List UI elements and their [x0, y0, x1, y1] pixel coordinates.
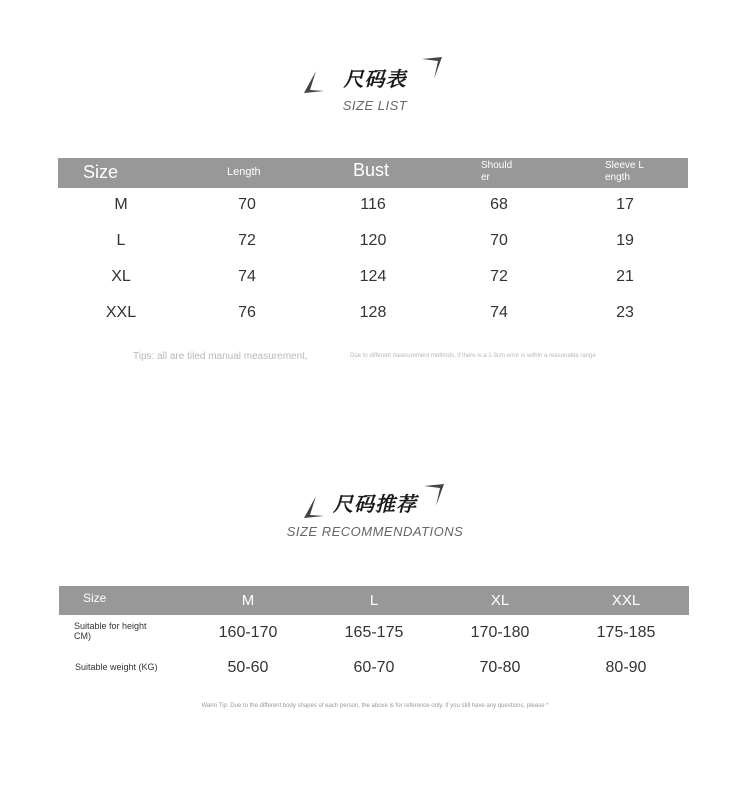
header-shoulder-line-2: er [481, 172, 490, 183]
table-row-cell: 68 [490, 196, 508, 213]
size-list-table [58, 158, 688, 338]
rec-header-l: L [369, 592, 379, 609]
height-value: 175-185 [596, 624, 656, 641]
table-row-cell: XXL [105, 304, 137, 321]
table-row-cell: 74 [490, 304, 508, 321]
header-sleeve-line-1: Sleeve L [605, 160, 644, 171]
table-row-cell: M [114, 196, 128, 213]
height-row-label-line-2: CM) [74, 631, 91, 641]
recommendations-header-row [59, 586, 689, 615]
table-row-cell: 70 [238, 196, 256, 213]
table-row-cell: 76 [238, 304, 256, 321]
table-row-cell: 17 [616, 196, 634, 213]
size-list-tip-right: Due to different measurement methods, if there is a 1-3cm error is within a reasonable range [350, 353, 596, 359]
warm-tip: Warm Tip: Due to the different body shapes of each person, the above is for reference only. If you still have any questions, please * [201, 703, 549, 709]
table-row-cell: 21 [616, 268, 634, 285]
table-row-cell: 72 [490, 268, 508, 285]
height-row-label-line-1: Suitable for height [74, 621, 147, 631]
header-sleeve-line-2: ength [605, 172, 631, 183]
table-row-cell: 128 [359, 304, 387, 321]
size-list-title-cn: 尺码表 [343, 67, 407, 91]
table-row-cell: 70 [490, 232, 508, 249]
table-row-cell: 23 [616, 304, 634, 321]
table-row-cell: 116 [360, 196, 386, 213]
table-row-cell: 120 [359, 232, 387, 249]
size-recommendations-title [0, 482, 750, 552]
weight-value: 50-60 [227, 659, 269, 676]
weight-value: 80-90 [605, 659, 647, 676]
table-row-cell: L [116, 232, 126, 249]
table-row-cell: 19 [616, 232, 634, 249]
header-size: Size [83, 162, 119, 182]
table-row-cell: XL [111, 268, 131, 285]
header-sleeve [605, 160, 644, 184]
table-row-cell: 74 [238, 268, 256, 285]
size-list-title-en: SIZE LIST [342, 98, 408, 113]
size-list-tip-left: Tips: all are tiled manual measurement, [133, 351, 308, 362]
weight-value: 70-80 [479, 659, 521, 676]
table-row-cell: 72 [238, 232, 256, 249]
header-length: Length [227, 166, 261, 178]
right-swoosh-icon [422, 482, 448, 510]
size-list-header-row [58, 158, 688, 188]
weight-value: 60-70 [353, 659, 395, 676]
rec-header-xl: XL [490, 592, 510, 609]
rec-header-xxl: XXL [611, 592, 641, 609]
size-recommendations-title-cn: 尺码推荐 [333, 492, 417, 516]
rec-header-m: M [241, 592, 255, 609]
table-row-cell: 124 [359, 268, 387, 285]
height-value: 170-180 [470, 624, 530, 641]
weight-row-label: Suitable weight (KG) [75, 662, 158, 672]
size-recommendations-table [59, 586, 689, 686]
size-recommendations-title-en: SIZE RECOMMENDATIONS [286, 524, 464, 539]
height-value: 165-175 [344, 624, 404, 641]
header-shoulder-line-1: Should [481, 160, 513, 171]
header-bust: Bust [353, 160, 390, 180]
rec-header-size: Size [83, 591, 107, 605]
right-swoosh-icon [420, 55, 446, 83]
height-value: 160-170 [218, 624, 278, 641]
height-row-label [74, 621, 147, 641]
size-list-title [0, 55, 750, 125]
header-shoulder [481, 160, 512, 184]
